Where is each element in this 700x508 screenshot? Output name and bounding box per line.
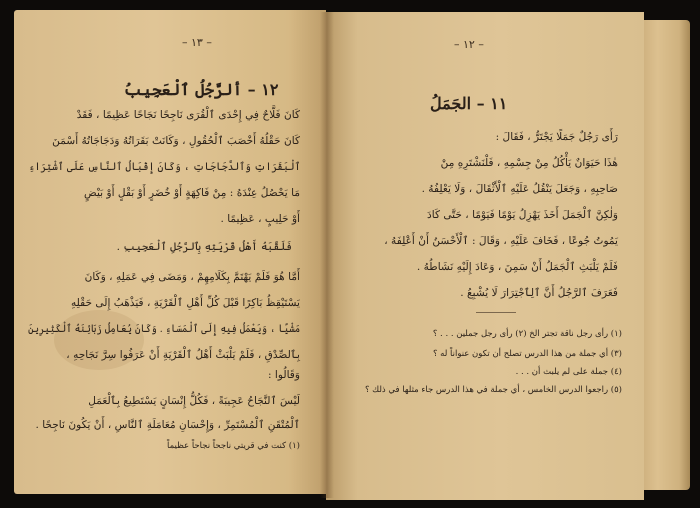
- body-line: هٰذَا حَيَوَانٌ يَأْكُلُ مِنْ جِسْمِهِ ، فَلْنَشْتَرِهِ مِنْ: [440, 157, 618, 169]
- body-line: أَوْ حَلِيبٍ ، عَظِيمًا .: [220, 213, 300, 225]
- body-line: وَلٰكِنَّ ٱلْجَمَلَ أَخَذَ يَهْزِلُ يَوْمًا فَيَوْمًا ، حَتَّى كَادَ: [427, 209, 618, 221]
- body-line: فَلَقَّبَهُ أَهْلُ قَرْيَتِهِ بِٱلرَّجُلِ ٱلْعَجِيبِ .: [116, 241, 292, 253]
- body-line: مَا يَحْصُلُ عِنْدَهُ : مِنْ فَاكِهَةٍ أَوْ خُضَرٍ أَوْ بَقْلٍ أَوْ بَيْضٍ: [84, 187, 300, 199]
- body-line: كَانَ حَقْلُهُ أَخْصَبَ ٱلْحُقُولِ ، وَكَانَتْ بَقَرَاتُهُ وَدَجَاجَاتُهُ أَسْمَنَ: [52, 135, 300, 147]
- body-line: يَمُوتُ جُوعًا ، فَخَافَ عَلَيْهِ ، وَقَالَ : ٱلْأَحْسَنُ أَنْ أَعْلِفَهُ ،: [384, 235, 618, 247]
- lesson-title: ١١ – الجَمَلُ: [430, 94, 508, 113]
- body-line: صَاحِبِهِ ، وَجَعَلَ يَنْقُلُ عَلَيْهِ ٱلْأَثْقَالَ ، وَلَا يَعْلِفُهُ .: [421, 183, 618, 195]
- body-line: مَشْيًا ، وَيَعْمَلُ فِيهِ إِلَى ٱلْمَسَاءِ . وَكَانَ يُعَامِلُ زَبَائِنَهُ ٱلْكَثِيرِينَ: [27, 323, 300, 335]
- page-edges: [636, 20, 690, 490]
- footnote: (١) كنت في قريتي ناجحاً نجاحاً عظيماً: [167, 441, 300, 451]
- body-line: بِٱلصِّدْقِ ، فَلَمْ يَلْبَثْ أَهْلُ ٱلْقَرْيَةِ أَنْ عَرَفُوا سِرَّ نَجَاحِهِ ،: [66, 349, 300, 361]
- right-page: [326, 12, 644, 500]
- body-line: وَقَالُوا :: [268, 369, 300, 381]
- body-line: كَانَ فَلَّاحٌ فِي إِحْدَى ٱلْقُرَى نَاجِحًا نَجَاحًا عَظِيمًا ، فَقَدْ: [76, 109, 300, 121]
- body-line: ٱلْمُتْقَنِ ٱلْمُسْتَمِرِّ ، وَإِحْسَانِ مُعَامَلَةِ ٱلنَّاسِ ، أَنْ يَكُونَ نَاجِحًا .: [35, 419, 300, 431]
- exercise-item: (٥) راجعوا الدرس الخامس ، أي جملة في هذا الدرس جاء مثلها في ذلك ؟: [364, 385, 622, 395]
- body-line: فَعَرَفَ ٱلرَّجُلُ أَنَّ ٱلِٱجْتِرَارَ لَا يُشْبِعُ .: [460, 287, 618, 299]
- book-spine: [320, 12, 334, 498]
- divider: [476, 312, 516, 313]
- body-line: ٱلْبَقَرَاتِ وَٱلدَّجَاجَاتِ ، وَكَانَ إِقْبَالُ ٱلنَّاسِ عَلَى ٱشْتِرَاءِ: [28, 161, 300, 173]
- body-line: فَلَمْ يَلْبَثِ ٱلْجَمَلُ أَنْ سَمِنَ ، وَعَادَ إِلَيْهِ نَشَاطُهُ .: [416, 261, 618, 273]
- body-line: رَأَى رَجُلٌ جَمَلًا يَجْتَرُّ ، فَقَالَ :: [495, 131, 618, 143]
- exercise-item: (٤) جملة على لم يلبث أن . . .: [515, 367, 622, 377]
- left-page: [14, 10, 326, 494]
- exercise-item: (٣) أي جملة من هذا الدرس تصلح أن تكون عنواناً له ؟: [432, 349, 622, 359]
- body-line: أَمَّا هُوَ فَلَمْ يَهْتَمَّ بِكَلَامِهِمْ ، وَمَضَى فِي عَمَلِهِ ، وَكَانَ: [84, 271, 300, 283]
- body-line: لَيْسَ ٱلنَّجَاحُ عَجِيبَةً ، فَكُلُّ إِنْسَانٍ يَسْتَطِيعُ بِٱلْعَمَلِ: [88, 395, 300, 407]
- paper-stain: [54, 310, 144, 370]
- page-number: – ١٢ –: [454, 38, 484, 51]
- exercise-item: (١) رأى رجل ناقة تجتر الخ (٢) رأى رجل جملين . . . ؟: [432, 329, 622, 339]
- page-number: – ١٣ –: [182, 36, 212, 49]
- body-line: يَسْتَيْقِظُ بَاكِرًا قَبْلَ كُلِّ أَهْلِ ٱلْقَرْيَةِ ، فَيَذْهَبُ إِلَى حَقْلِهِ: [70, 297, 300, 309]
- lesson-title: ١٢ – ألرَّجُلُ ٱلْعَجِيبُ: [124, 80, 279, 99]
